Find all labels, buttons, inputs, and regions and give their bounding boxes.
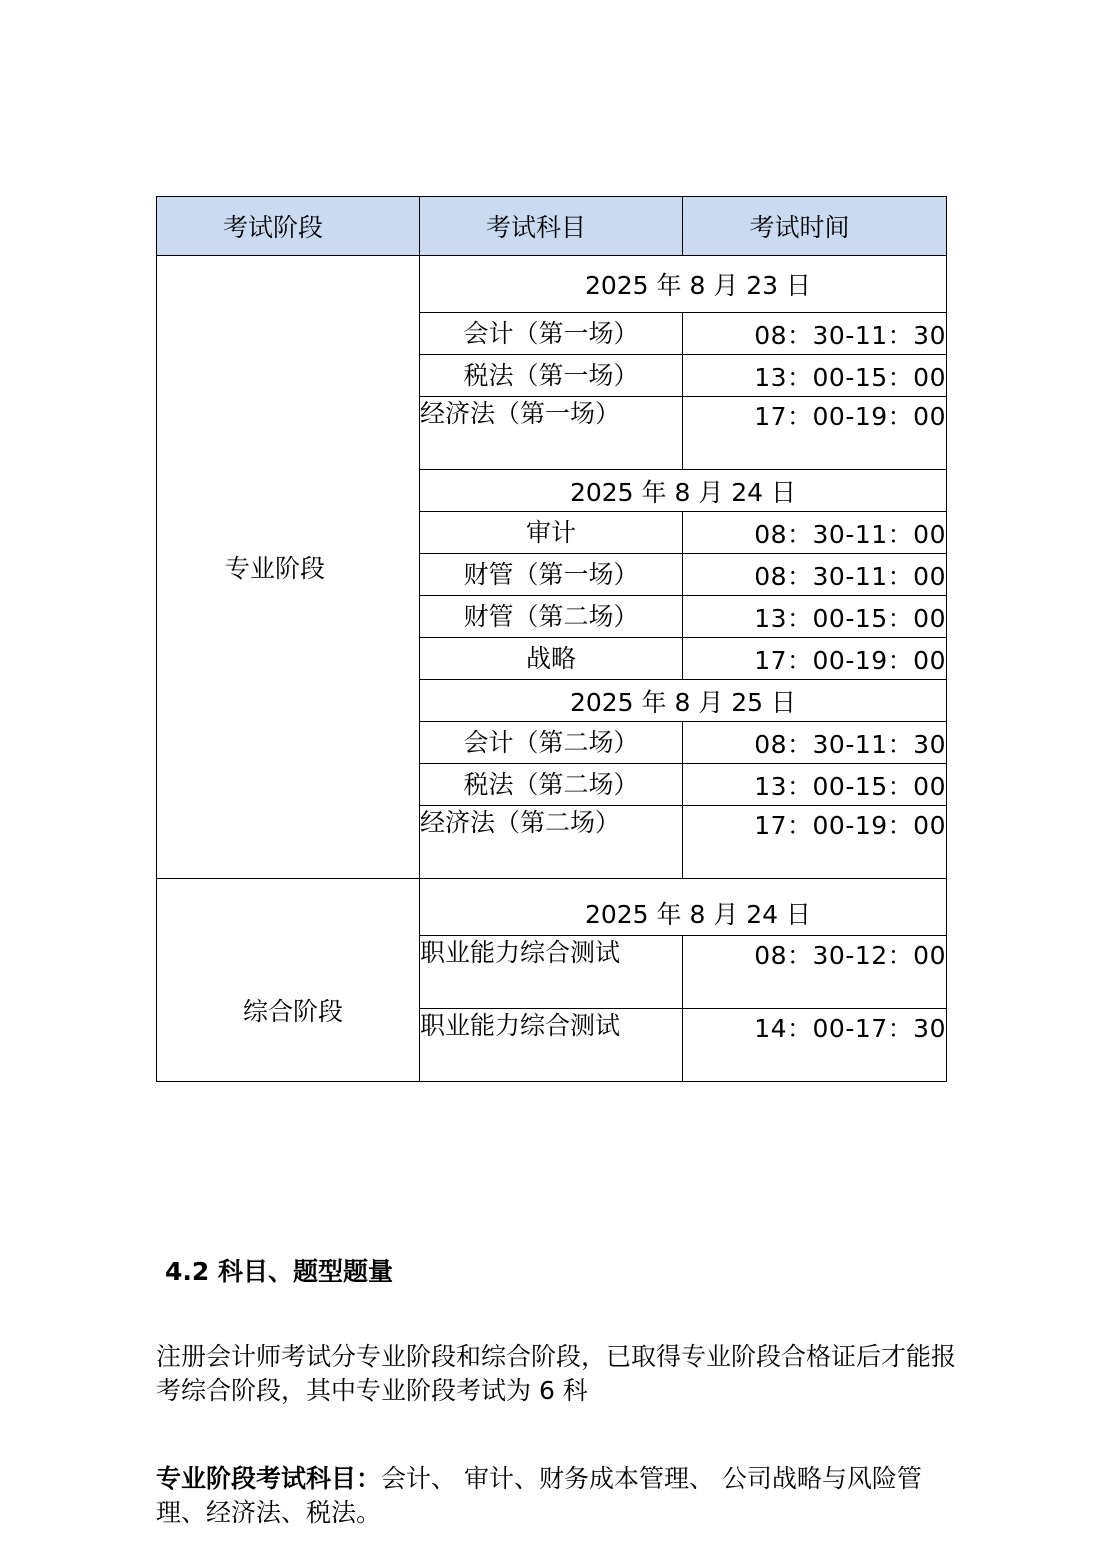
subject-cell: 会计（第一场） <box>420 313 683 355</box>
time-cell: 17：00-19：00 <box>683 806 947 879</box>
time-cell: 13：00-15：00 <box>683 764 947 806</box>
date-cell: 2025 年 8 月 23 日 <box>420 256 947 313</box>
stage-professional: 专业阶段 <box>157 256 420 879</box>
section-heading: 4.2 科目、题型题量 <box>165 1257 393 1286</box>
time-cell: 13：00-15：00 <box>683 596 947 638</box>
subject-cell: 税法（第一场） <box>420 355 683 397</box>
exam-schedule-table <box>156 196 947 1082</box>
time-cell: 08：30-11：30 <box>683 313 947 355</box>
date-cell: 2025 年 8 月 25 日 <box>420 680 947 722</box>
subject-cell: 审计 <box>420 512 683 554</box>
table-header-row <box>157 197 947 256</box>
subject-cell: 经济法（第二场） <box>420 806 683 879</box>
time-cell: 14：00-17：30 <box>683 1009 947 1082</box>
subjects-paragraph <box>156 1462 956 1530</box>
intro-paragraph: 注册会计师考试分专业阶段和综合阶段，已取得专业阶段合格证后才能报考综合阶段，其中专业阶段考试为 6 科 <box>156 1342 957 1405</box>
subject-cell: 职业能力综合测试 <box>420 936 683 1009</box>
time-cell: 08：30-11：00 <box>683 512 947 554</box>
time-cell: 08：30-12：00 <box>683 936 947 1009</box>
stage-comprehensive: 综合阶段 <box>157 879 420 1082</box>
subjects-lead: 专业阶段考试科目： <box>156 1464 382 1493</box>
time-cell: 13：00-15：00 <box>683 355 947 397</box>
subject-cell: 会计（第二场） <box>420 722 683 764</box>
time-cell: 17：00-19：00 <box>683 638 947 680</box>
time-cell: 08：30-11：30 <box>683 722 947 764</box>
date-row <box>157 256 947 313</box>
date-cell: 2025 年 8 月 24 日 <box>420 879 947 936</box>
time-cell: 17：00-19：00 <box>683 397 947 470</box>
header-time: 考试时间 <box>683 197 947 256</box>
header-stage: 考试阶段 <box>157 197 420 256</box>
subject-cell: 财管（第一场） <box>420 554 683 596</box>
header-subject: 考试科目 <box>420 197 683 256</box>
subject-cell: 税法（第二场） <box>420 764 683 806</box>
subject-cell: 财管（第二场） <box>420 596 683 638</box>
subject-cell: 战略 <box>420 638 683 680</box>
subject-cell: 职业能力综合测试 <box>420 1009 683 1082</box>
date-row <box>157 879 947 936</box>
time-cell: 08：30-11：00 <box>683 554 947 596</box>
date-cell: 2025 年 8 月 24 日 <box>420 470 947 512</box>
subject-cell: 经济法（第一场） <box>420 397 683 470</box>
subjects-list: 会计、 审计、财务成本管理、 公司战略与风险管理、经济法、税法。 <box>156 1464 922 1527</box>
